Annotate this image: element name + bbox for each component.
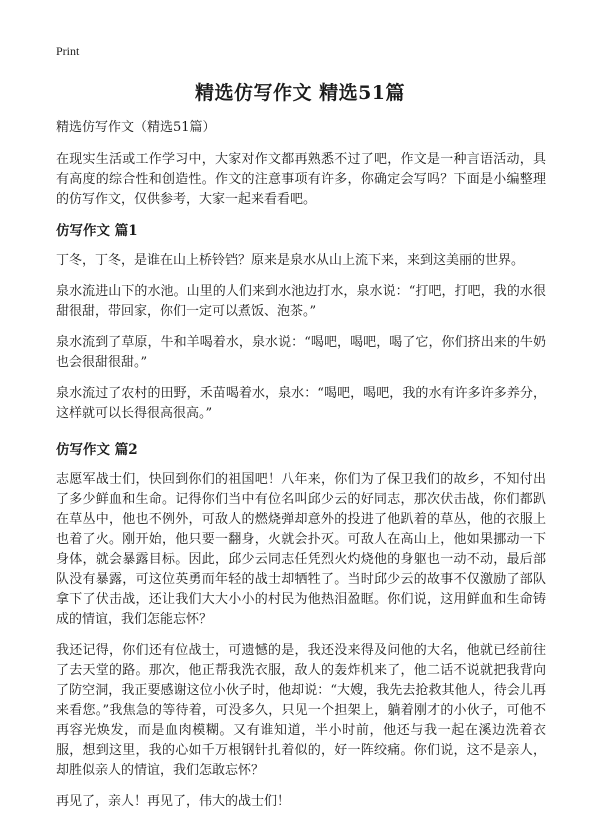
section-2-paragraph-3: 再见了，亲人！再见了，伟大的战士们！ xyxy=(56,794,291,809)
intro-paragraph: 在现实生活或工作学习中，大家对作文都再熟悉不过了吧，作文是一种言语活动，具有高度的综合性和创造性。作文的注意事项有许多，你确定会写吗？下面是小编整理的仿写作文，仅供参考，大家一起来看看吧。 xyxy=(56,152,546,207)
document-body xyxy=(56,118,546,823)
section-1-paragraph-2: 泉水流进山下的水池。山里的人们来到水池边打水，泉水说：“打吧，打吧，我的水很甜很甜，带回家，你们一定可以煮饭、泡茶。” xyxy=(56,284,546,319)
page-title: 精选仿写作文 精选51篇 xyxy=(194,82,406,104)
section-1-paragraph-4: 泉水流过了农村的田野，禾苗喝着水，泉水：“喝吧，喝吧，我的水有许多许多养分，这样就可以长得很高很高。” xyxy=(56,386,546,421)
section-1-paragraph-1: 丁冬，丁冬，是谁在山上桥铃铛？原来是泉水从山上流下来，来到这美丽的世界。 xyxy=(56,253,525,268)
section-1-paragraph-3: 泉水流到了草原，牛和羊喝着水，泉水说：“喝吧，喝吧，喝了它，你们挤出来的牛奶也会很甜很甜。” xyxy=(56,335,546,370)
section-2-paragraph-1: 志愿军战士们，快回到你们的祖国吧！八年来，你们为了保卫我们的故乡，不知付出了多少鲜血和生命。记得你们当中有位名叫邱少云的好同志，那次伏击战，你们都趴在草丛中，他也不例外，可敌人的燃烧弹却意外的投进了他趴着的草丛，他的衣服上也着了火。刚开始，他只要一翻身，火就会扑灭。可敌人在高山上，他如果挪动一下身体，就会暴露目标。因此，邱少云同志任凭烈火灼烧他的身躯也一动不动，最后部队没有暴露，可这位英勇而年轻的战士却牺牲了。当时邱少云的故事不仅激励了部队拿下了伏击战，还让我们大大小小的村民为他热泪盈眶。你们说，这用鲜血和生命铸成的情谊，我们怎能忘怀？ xyxy=(56,472,546,627)
section-2-paragraph-2: 我还记得，你们还有位战士，可遗憾的是，我还没来得及问他的大名，他就已经前往了去天堂的路。那次，他正帮我洗衣服，敌人的轰炸机来了，他二话不说就把我背向了防空洞，我正要感谢这位小伙子时，他却说：“大嫂，我先去抢救其他人，待会儿再来看您。”我焦急的等待着，可没多久，只见一个担架上，躺着刚才的小伙子，可他不再容光焕发，而是血肉模糊。又有谁知道，半小时前，他还与我一起在溪边洗着衣服，想到这里，我的心如千万根钢针扎着似的，好一阵绞痛。你们说，这不是亲人，却胜似亲人的情谊，我们怎敢忘怀？ xyxy=(56,643,546,778)
section-heading-2: 仿写作文 篇2 xyxy=(56,442,138,458)
document-subtitle: 精选仿写作文（精选51篇） xyxy=(56,120,216,135)
print-label: Print xyxy=(56,44,80,58)
section-heading-1: 仿写作文 篇1 xyxy=(56,223,138,239)
